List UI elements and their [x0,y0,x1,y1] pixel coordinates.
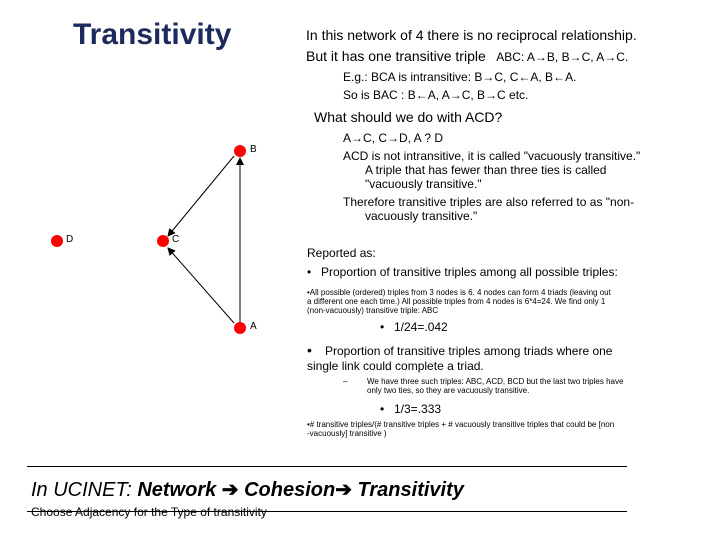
intro-line-1: In this network of 4 there is no reciprocal relationship. [306,27,637,43]
small-note-2: a different one each time.) All possible triples from 4 nodes is 6*4=24. We find only 1 [307,297,606,306]
ucinet-network: Network [137,479,222,501]
graph-node-d [51,235,63,247]
bullet-2-text-b: single link could complete a triad. [307,359,484,373]
example-line-1: E.g.: BCA is intransitive: B→C, C←A, B←A. [343,70,577,84]
nonvacuous-line-2: vacuously transitive." [365,209,478,223]
node-label-a: A [250,321,257,332]
edge-a-c [168,248,234,323]
bullet-1-text: Proportion of transitive triples among all possible triples: [321,265,618,279]
choose-adjacency: Choose Adjacency for the Type of transitivity [31,505,267,519]
bullet-dot: • [307,342,312,358]
reported-as: Reported as: [307,246,376,260]
vacuous-line-2: A triple that has fewer than three ties is called [365,163,607,177]
ucinet-prefix: In UCINET: [31,479,138,501]
formula-line-2: -vacuously] transitive ) [307,429,387,438]
dash-mark: – [343,377,348,386]
bullet-dot: • [380,402,385,416]
vacuous-line-1: ACD is not intransitive, it is called "vacuously transitive." [343,149,641,163]
formula-line-1: •# transitive triples/(# transitive triples + # vacuously transitive triples that could be [non [307,420,615,429]
edge-b-c [168,156,234,236]
arrow-right-icon: ➔ [335,479,352,501]
node-label-b: B [250,144,257,155]
nonvacuous-line-1: Therefore transitive triples are also referred to as "non- [343,195,635,209]
ucinet-transitivity: Transitivity [351,479,464,501]
node-label-d: D [66,234,74,245]
ucinet-cohesion: Cohesion [238,479,336,501]
dash-note-1: We have three such triples: ABC, ACD, BCD but the last two triples have [367,377,624,386]
page-title: Transitivity [73,18,232,51]
intro-line-2-triple: ABC: A→B, B→C, A→C. [496,50,629,64]
result-2-text: 1/3=.333 [394,402,442,416]
graph-node-a [234,322,246,334]
vacuous-line-3: "vacuously transitive." [365,177,482,191]
bullet-2-text-a: Proportion of transitive triples among triads where one [325,344,613,358]
small-note-3: (non-vacuously) transitive triple: ABC [307,306,439,315]
intro-line-2-prefix: But it has one transitive triple [306,48,486,64]
graph-node-c [157,235,169,247]
small-note-1: •All possible (ordered) triples from 3 nodes is 6. 4 nodes can form 4 triads (leaving out [307,288,611,297]
acd-line: A→C, C→D, A ? D [343,131,444,145]
arrow-right-icon: ➔ [221,479,239,501]
dash-note-2: only two ties, so they are vacuously transitive. [367,386,530,395]
graph-node-b [234,145,246,157]
result-1-text: 1/24=.042 [394,320,448,334]
bullet-dot: • [307,265,312,279]
bullet-dot: • [380,320,385,334]
example-line-2: So is BAC : B←A, A→C, B→C etc. [343,88,529,102]
question: What should we do with ACD? [314,109,503,125]
node-label-c: C [172,234,180,245]
